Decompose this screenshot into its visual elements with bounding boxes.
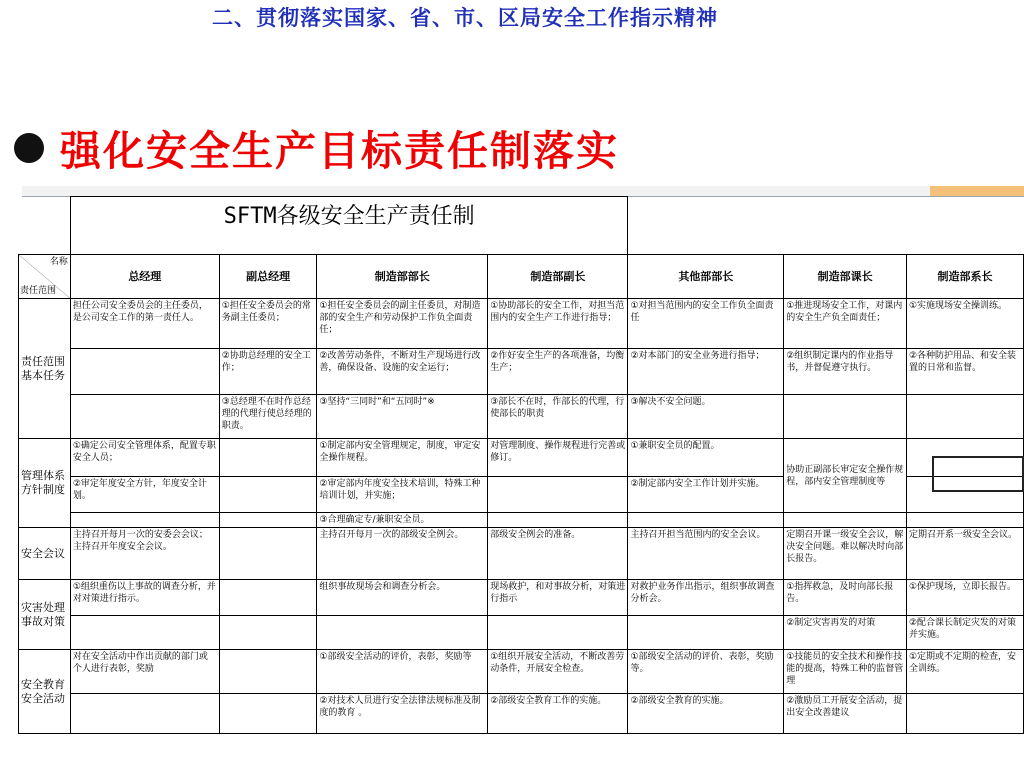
- table-cell: [317, 616, 488, 650]
- header-cell: 制造部副长: [488, 255, 628, 299]
- table-cell: ②改善劳动条件，不断对生产现场进行改善，确保设备、设施的安全运行；: [317, 349, 488, 395]
- table-cell: ①担任安全委员会的副主任委员，对制造部的安全生产和劳动保护工作负全面责任；: [317, 299, 488, 349]
- table-cell: ①兼职安全员的配置。: [628, 439, 784, 477]
- table-cell: ①部级安全活动的评价，表彰，奖励等: [317, 650, 488, 694]
- header-cell: 制造部课长: [784, 255, 907, 299]
- table-cell: ②部级安全教育工作的实施。: [488, 694, 628, 734]
- table-cell: ②协助总经理的安全工作；: [219, 349, 317, 395]
- table-cell: 组织事故现场会和调查分析会。: [317, 580, 488, 616]
- table-cell: ②作好安全生产的各项准备，均衡生产；: [488, 349, 628, 395]
- table-cell: ②对技术人员进行安全法律法规标准及制度的教育 。: [317, 694, 488, 734]
- section-label: 责任范围基本任务: [19, 299, 71, 439]
- table-cell: [219, 616, 317, 650]
- table-cell: [488, 616, 628, 650]
- table-cell: [219, 477, 317, 513]
- table-cell: 定期召开系一级安全会议。: [906, 528, 1023, 580]
- table-cell: ③总经理不在时作总经理的代理行使总经理的职责。: [219, 395, 317, 439]
- header-cell: 副总经理: [219, 255, 317, 299]
- table-cell: 部级安全例会的准备。: [488, 528, 628, 580]
- section-label: 安全教育安全活动: [19, 650, 71, 734]
- table-cell: [784, 513, 907, 528]
- table-cell: [906, 694, 1023, 734]
- table-cell: 对管理制度、操作规程进行完善或修订。: [488, 439, 628, 477]
- table-cell: ②制定部内安全工作计划并实施。: [628, 477, 784, 513]
- table-cell: [628, 616, 784, 650]
- table-cell: ③部长不在时，作部长的代理，行使部长的职责: [488, 395, 628, 439]
- table-cell: [219, 513, 317, 528]
- table-cell: 协助正副部长审定安全操作规程，部内安全管理制度等: [784, 439, 907, 513]
- table-cell: [219, 580, 317, 616]
- corner-name-label: 名称: [49, 257, 68, 267]
- table-cell: ①指挥救急，及时向部长报告。: [784, 580, 907, 616]
- table-cell: 对在安全活动中作出贡献的部门或个人进行表彰，奖励: [70, 650, 219, 694]
- table-cell: 对救护业务作出指示，组织事故调查分析会。: [628, 580, 784, 616]
- header-cell: 其他部部长: [628, 255, 784, 299]
- table-cell: ①协助部长的安全工作，对担当范围内的安全生产工作进行指导；: [488, 299, 628, 349]
- header-cell: 总经理: [70, 255, 219, 299]
- table-cell: ②审定年度安全方针，年度安全计划。: [70, 477, 219, 513]
- responsibility-table: [18, 196, 1024, 734]
- table-cell: ②激励员工开展安全活动，提出安全改善建议: [784, 694, 907, 734]
- corner-scope-label: 责任范围: [20, 286, 57, 296]
- headline-text: 强化安全生产目标责任制落实: [60, 127, 619, 175]
- corner-header-cell: [19, 255, 71, 299]
- table-cell: ①确定公司安全管理体系，配置专职安全人员；: [70, 439, 219, 477]
- table-cell: [70, 349, 219, 395]
- table-cell: [70, 694, 219, 734]
- table-cell: 主持召开每月一次的部级安全例会。: [317, 528, 488, 580]
- table-cell: 主持召开每月一次的安委会会议；主持召开年度安全会议。: [70, 528, 219, 580]
- page-heading: 二、贯彻落实国家、省、市、区局安全工作指示精神: [212, 6, 718, 30]
- headline: [14, 118, 619, 177]
- cell-empty: [906, 197, 1023, 255]
- table-cell: ②组织制定课内的作业指导书，并督促遵守执行。: [784, 349, 907, 395]
- table-cell: ③坚持“三同时”和“五同时”※: [317, 395, 488, 439]
- header-cell: 制造部系长: [906, 255, 1023, 299]
- cell-empty: [19, 197, 71, 255]
- table-cell: [628, 513, 784, 528]
- table-cell: ①制定部内安全管理规定，制度，审定安全操作规程。: [317, 439, 488, 477]
- table-cell: ②审定部内年度安全技术培训，特殊工种培训计划，并实施；: [317, 477, 488, 513]
- column-header-highlight: [930, 186, 1024, 196]
- table-cell: [219, 694, 317, 734]
- table-cell: [70, 513, 219, 528]
- selected-cell-outline: [932, 456, 1024, 492]
- table-cell: ①定期或不定期的检查，安全训练。: [906, 650, 1023, 694]
- table-cell: 现场救护，和对事故分析，对策进行指示: [488, 580, 628, 616]
- table-cell: 担任公司安全委员会的主任委员，是公司安全工作的第一责任人。: [70, 299, 219, 349]
- sheet-title: SFTM各级安全生产责任制: [70, 197, 628, 255]
- table-cell: ③解决不安全问题。: [628, 395, 784, 439]
- table-cell: 定期召开课一级安全会议，解决安全问题。难以解决时向部长报告。: [784, 528, 907, 580]
- table-cell: [219, 650, 317, 694]
- header-cell: 制造部部长: [317, 255, 488, 299]
- table-cell: ①技能员的安全技术和操作技能的提高，特殊工种的监督管理: [784, 650, 907, 694]
- table-cell: [70, 616, 219, 650]
- cell-empty: [784, 197, 907, 255]
- table-cell: [70, 395, 219, 439]
- table-cell: ①部级安全活动的评价、表彰，奖励等。: [628, 650, 784, 694]
- table-cell: [906, 513, 1023, 528]
- bullet-dot-icon: [14, 133, 44, 163]
- table-cell: ①担任安全委员会的常务副主任委员；: [219, 299, 317, 349]
- table-cell: ①推进现场安全工作，对课内的安全生产负全面责任；: [784, 299, 907, 349]
- table-cell: [488, 477, 628, 513]
- section-label: 安全会议: [19, 528, 71, 580]
- table-cell: [219, 439, 317, 477]
- table-cell: ②制定灾害再发的对策: [784, 616, 907, 650]
- spreadsheet-image: [0, 186, 1024, 768]
- table-cell: ②配合课长制定灾发的对策并实施。: [906, 616, 1023, 650]
- table-cell: [219, 528, 317, 580]
- table-cell: ③合理确定专/兼职安全员。: [317, 513, 488, 528]
- section-label: 管理体系方针制度: [19, 439, 71, 528]
- table-cell: ①组织开展安全活动，不断改善劳动条件，开展安全检查。: [488, 650, 628, 694]
- table-cell: ②部级安全教育的实施。: [628, 694, 784, 734]
- section-label: 灾害处理事故对策: [19, 580, 71, 650]
- table-cell: [488, 513, 628, 528]
- table-cell: ①组织重伤以上事故的调查分析，并对对策进行指示。: [70, 580, 219, 616]
- table-cell: ①保护现场，立即长报告。: [906, 580, 1023, 616]
- table-cell: [784, 395, 907, 439]
- cell-empty: [628, 197, 784, 255]
- table-cell: ②对本部门的安全业务进行指导；: [628, 349, 784, 395]
- table-cell: ①对担当范围内的安全工作负全面责任: [628, 299, 784, 349]
- table-cell: ①实施现场安全操训练。: [906, 299, 1023, 349]
- table-cell: ②各种防护用品、和安全装置的日常和监督。: [906, 349, 1023, 395]
- table-cell: [906, 395, 1023, 439]
- table-cell: 主持召开担当范围内的安全会议。: [628, 528, 784, 580]
